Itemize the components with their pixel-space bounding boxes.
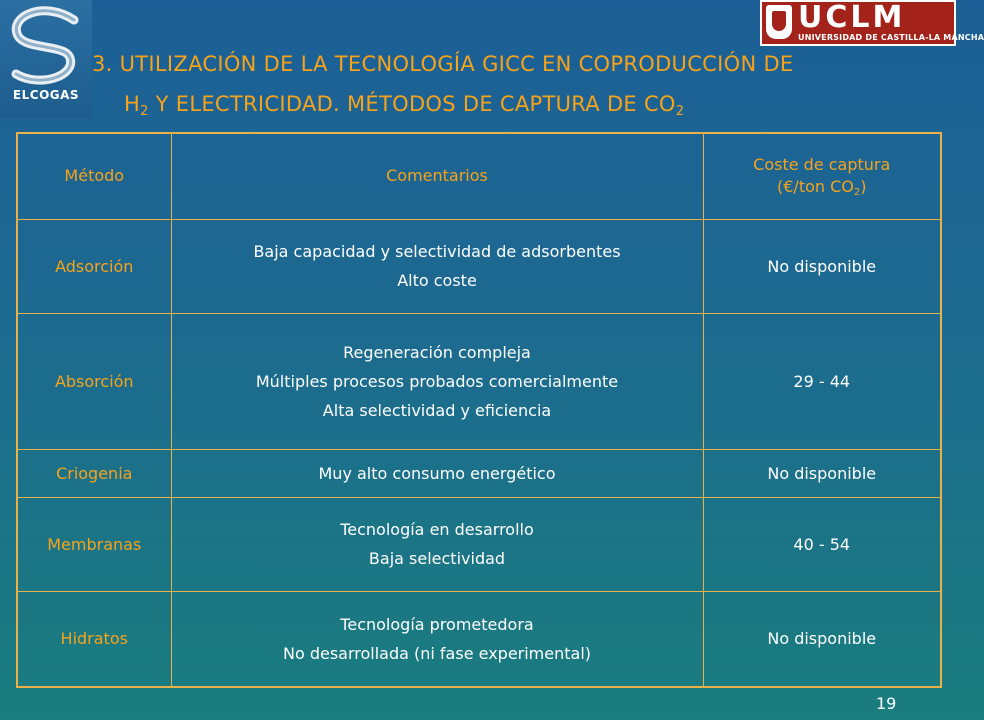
comment-line: Alta selectividad y eficiencia [322, 400, 552, 420]
cost-cell: 29 - 44 [703, 313, 941, 449]
comment-line: Múltiples procesos probados comercialmente [255, 371, 619, 391]
method-cell: Absorción [17, 313, 171, 449]
title-line-1: 3. UTILIZACIÓN DE LA TECNOLOGÍA GICC EN COPRODUCCIÓN DE [92, 52, 794, 76]
header-method: Método [17, 133, 171, 219]
method-cell: Adsorción [17, 219, 171, 313]
comment-line: Alto coste [397, 271, 477, 290]
uclm-logo [760, 0, 984, 46]
title-h-text: H [124, 92, 141, 116]
header-comments: Comentarios [171, 133, 703, 219]
capture-methods-table [16, 132, 942, 688]
comment-line: Baja capacidad y selectividad de adsorbentes [253, 242, 621, 261]
cost-cell: No disponible [703, 449, 941, 497]
uclm-logo-subtitle: UNIVERSIDAD DE CASTILLA-LA MANCHA [798, 33, 984, 42]
title-co-subscript: 2 [675, 104, 685, 119]
title-h-subscript: 2 [140, 104, 149, 119]
cost-cell: No disponible [703, 591, 941, 687]
method-cell: Hidratos [17, 591, 171, 687]
table-row [17, 591, 941, 687]
elcogas-swirl-icon [4, 6, 88, 90]
header-cost-close: ) [860, 177, 867, 197]
comments-cell [171, 449, 703, 497]
table-row [17, 449, 941, 497]
header-cost-line2 [710, 176, 935, 198]
comment-line: Baja selectividad [368, 549, 506, 568]
header-cost-unit: (€/ton CO [777, 177, 854, 197]
comment-line: Tecnología prometedora [340, 614, 534, 634]
uclm-logo-text: UCLM [798, 0, 906, 35]
title-middle-text: Y ELECTRICIDAD. MÉTODOS DE CAPTURA DE CO [148, 92, 676, 116]
method-cell: Criogenia [17, 449, 171, 497]
title-line-2 [92, 84, 932, 124]
comment-line: Muy alto consumo energético [318, 463, 556, 483]
comments-cell [171, 591, 703, 687]
elcogas-logo [0, 0, 92, 118]
slide-title [92, 44, 932, 124]
comments-cell [171, 219, 703, 313]
table-row [17, 219, 941, 313]
comment-line: No desarrollada (ni fase experimental) [282, 643, 592, 663]
table-header-row [17, 133, 941, 219]
method-cell: Membranas [17, 497, 171, 591]
header-cost [703, 133, 941, 219]
header-cost-subscript: 2 [853, 187, 861, 199]
table-row [17, 313, 941, 449]
table-row [17, 497, 941, 591]
comments-cell [171, 313, 703, 449]
page-number: 19 [876, 694, 897, 713]
elcogas-logo-text: ELCOGAS [12, 88, 80, 102]
comment-line: Regeneración compleja [343, 342, 531, 362]
comments-cell [171, 497, 703, 591]
cost-cell: 40 - 54 [703, 497, 941, 591]
header-cost-line1: Coste de captura [753, 155, 891, 175]
cost-cell: No disponible [703, 219, 941, 313]
comment-line: Tecnología en desarrollo [340, 520, 534, 539]
uclm-crest-icon [766, 5, 792, 39]
